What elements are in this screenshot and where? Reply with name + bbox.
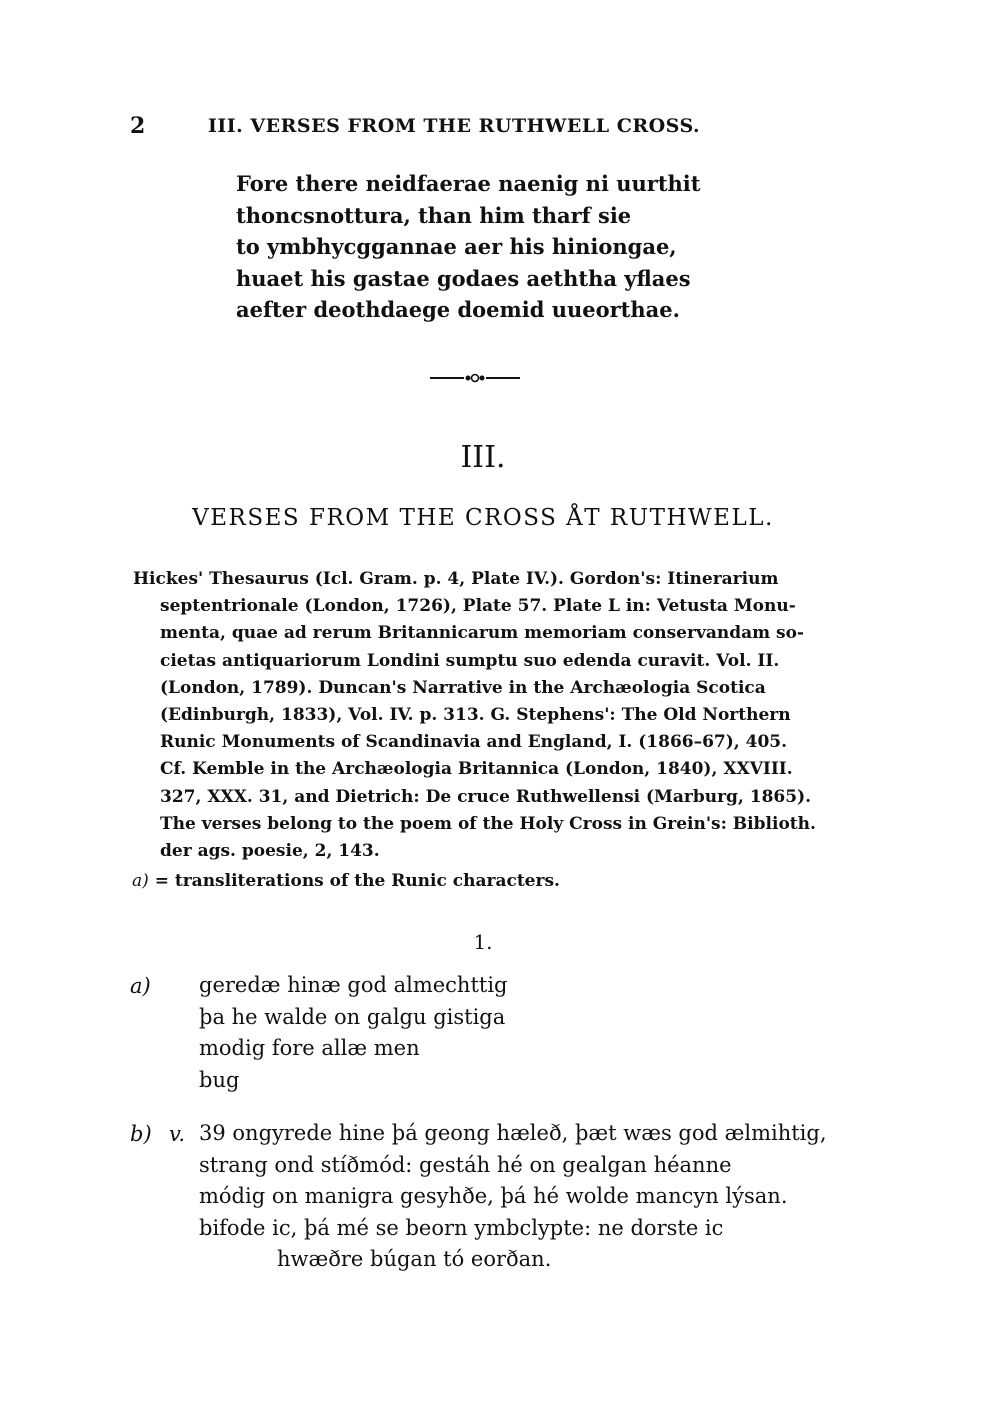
verse-line: modig fore allæ men [199, 1036, 420, 1060]
biblio-line: Hickes' Thesaurus (Icl. Gram. p. 4, Plate IV.). Gordon's: Itinerarium [133, 569, 779, 589]
biblio-line: 327, XXX. 31, and Dietrich: De cruce Ruthwellensi (Marburg, 1865). [160, 786, 812, 807]
verse-line: huaet his gastae godaes aeththa yflaes [236, 265, 691, 291]
part-b-verse [199, 1118, 831, 1276]
note-label: a) [132, 871, 149, 891]
top-verse-block [236, 168, 700, 326]
biblio-line: cietas antiquariorum Londini sumptu suo edenda curavit. Vol. II. [160, 650, 780, 671]
biblio-line: Runic Monuments of Scandinavia and England, I. (1866–67), 405. [160, 732, 788, 753]
biblio-line: septentrionale (London, 1726), Plate 57. Plate L in: Vetusta Monu- [160, 596, 796, 617]
verse-reference: v. [169, 1122, 186, 1146]
running-title: III. VERSES FROM THE RUTHWELL CROSS. [208, 115, 701, 137]
bibliography-paragraph [133, 566, 824, 865]
part-a-verse [199, 970, 507, 1096]
section-number: III. [460, 440, 506, 475]
verse-line: geredæ hinæ god almechttig [199, 973, 508, 997]
verse-line: aefter deothdaege doemid uueorthae. [236, 297, 680, 322]
verse-line: þa he walde on galgu gistiga [199, 1004, 506, 1029]
verse-line: hwæðre búgan tó eorðan. [277, 1247, 552, 1271]
verse-line: bug [199, 1067, 240, 1092]
part-b-label: b) [130, 1122, 152, 1146]
transliteration-note [132, 871, 560, 891]
biblio-line: menta, quae ad rerum Britannicarum memoriam conservandam so- [160, 623, 804, 644]
biblio-line: (London, 1789). Duncan's Narrative in the Archæologia Scotica [160, 677, 766, 698]
verse-line: to ymbhycggannae aer his hiniongae, [236, 234, 677, 259]
biblio-line: (Edinburgh, 1833), Vol. IV. p. 313. G. Stephens': The Old Northern [160, 705, 791, 726]
verse-line: thoncsnottura, than him tharf sie [236, 202, 632, 228]
verse-line: módig on manigra gesyhðe, þá hé wolde mancyn lýsan. [199, 1184, 788, 1208]
verse-line: strang ond stíðmód: gestáh hé on gealgan héanne [199, 1152, 732, 1177]
biblio-line: The verses belong to the poem of the Holy Cross in Grein's: Biblioth. [160, 813, 816, 834]
section-title: VERSES FROM THE CROSS ÅT RUTHWELL. [192, 505, 774, 531]
biblio-line: der ags. poesie, 2, 143. [160, 841, 380, 862]
verse-line: bifode ic, þá mé se beorn ymbclypte: ne dorste ic [199, 1215, 724, 1240]
ornament-divider-icon [430, 368, 520, 388]
biblio-line: Cf. Kemble in the Archæologia Britannica (London, 1840), XXVIII. [160, 759, 793, 780]
subsection-number: 1. [473, 930, 493, 954]
page-number: 2 [130, 113, 146, 139]
note-text: = transliterations of the Runic characters. [154, 871, 560, 891]
verse-line: 39 ongyrede hine þá geong hæleð, þæt wæs god ælmihtig, [199, 1121, 827, 1145]
verse-line: Fore there neidfaerae naenig ni uurthit [236, 171, 701, 196]
part-a-label: a) [130, 974, 151, 998]
